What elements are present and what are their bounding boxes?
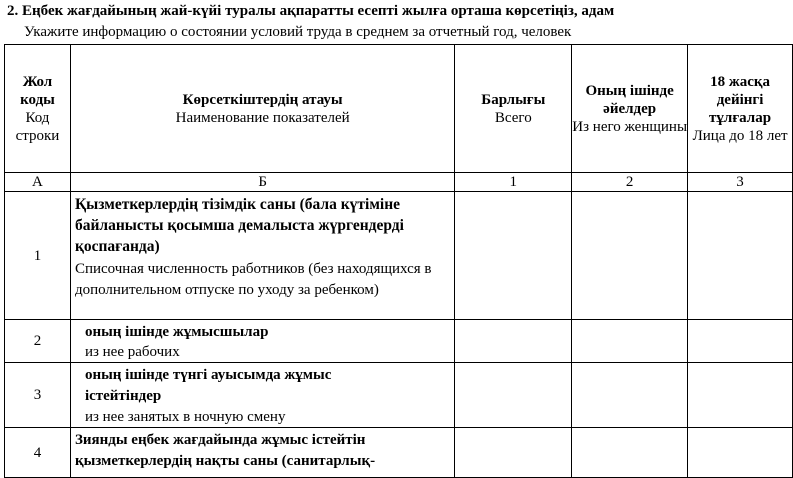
header-total-kz: Барлығы [481, 91, 546, 108]
header-total [455, 45, 572, 173]
header-under18 [688, 45, 793, 173]
letter-cell: Б [70, 173, 454, 192]
letter-cell: 3 [688, 173, 793, 192]
row-label-kz: оның ішінде түнгі ауысымда жұмыс істейтіндер [84, 367, 332, 404]
table-row [5, 428, 793, 478]
header-name-kz: Көрсеткіштердің атауы [182, 91, 343, 108]
table-row [5, 192, 793, 320]
value-total-cell[interactable] [455, 363, 572, 428]
value-total-cell[interactable] [455, 320, 572, 363]
value-total-cell[interactable] [455, 192, 572, 320]
value-women-cell[interactable] [572, 320, 688, 363]
header-name-ru: Наименование показателей [175, 109, 350, 126]
letter-cell: 1 [455, 173, 572, 192]
labor-conditions-table [4, 44, 793, 478]
section-heading-kz: 2. Еңбек жағдайының жай-күйі туралы ақпаратты есепті жылға орташа көрсетіңіз, адам [7, 3, 615, 19]
header-row [5, 45, 793, 173]
row-label-kz: оның ішінде жұмысшылар [84, 324, 269, 340]
value-women-cell[interactable] [572, 363, 688, 428]
letter-row [5, 173, 793, 192]
header-women [572, 45, 688, 173]
value-women-cell[interactable] [572, 192, 688, 320]
row-label [70, 192, 454, 320]
table-row [5, 363, 793, 428]
letter-cell: 2 [572, 173, 688, 192]
row-label-ru: из нее рабочих [84, 344, 180, 360]
header-under18-ru: Лица до 18 лет [692, 127, 788, 144]
header-code-ru: Код строки [15, 109, 60, 144]
row-code: 3 [5, 363, 71, 428]
row-label [70, 363, 454, 428]
value-under18-cell[interactable] [688, 320, 793, 363]
row-label-ru: из нее занятых в ночную смену [84, 409, 286, 425]
row-label-kz: Зиянды еңбек жағдайында жұмыс істейтін қызметкерлердің нақты саны (санитарлық- [74, 432, 376, 469]
value-under18-cell[interactable] [688, 192, 793, 320]
row-label [70, 428, 454, 478]
header-name [70, 45, 454, 173]
row-label-kz: Қызметкерлердің тізімдік саны (бала күтіміне байланысты қосымша демалыста жүргендерді қоспағанда) [74, 196, 404, 255]
value-total-cell[interactable] [455, 428, 572, 478]
row-label [70, 320, 454, 363]
row-code: 1 [5, 192, 71, 320]
section-heading-ru: Укажите информацию о состоянии условий труда в среднем за отчетный год, человек [24, 24, 572, 40]
header-under18-kz: 18 жасқа дейінгі тұлғалар [709, 73, 772, 126]
header-women-kz: Оның ішінде әйелдер [585, 82, 674, 117]
row-code: 2 [5, 320, 71, 363]
table-row [5, 320, 793, 363]
header-total-ru: Всего [494, 109, 532, 126]
value-under18-cell[interactable] [688, 428, 793, 478]
letter-cell: А [5, 173, 71, 192]
row-code: 4 [5, 428, 71, 478]
value-under18-cell[interactable] [688, 363, 793, 428]
header-code-kz: Жол коды [20, 73, 55, 108]
header-code [5, 45, 71, 173]
row-label-ru: Списочная численность работников (без находящихся в дополнительном отпуске по уходу за ребенком) [74, 261, 432, 298]
value-women-cell[interactable] [572, 428, 688, 478]
header-women-ru: Из него женщины [572, 118, 688, 135]
